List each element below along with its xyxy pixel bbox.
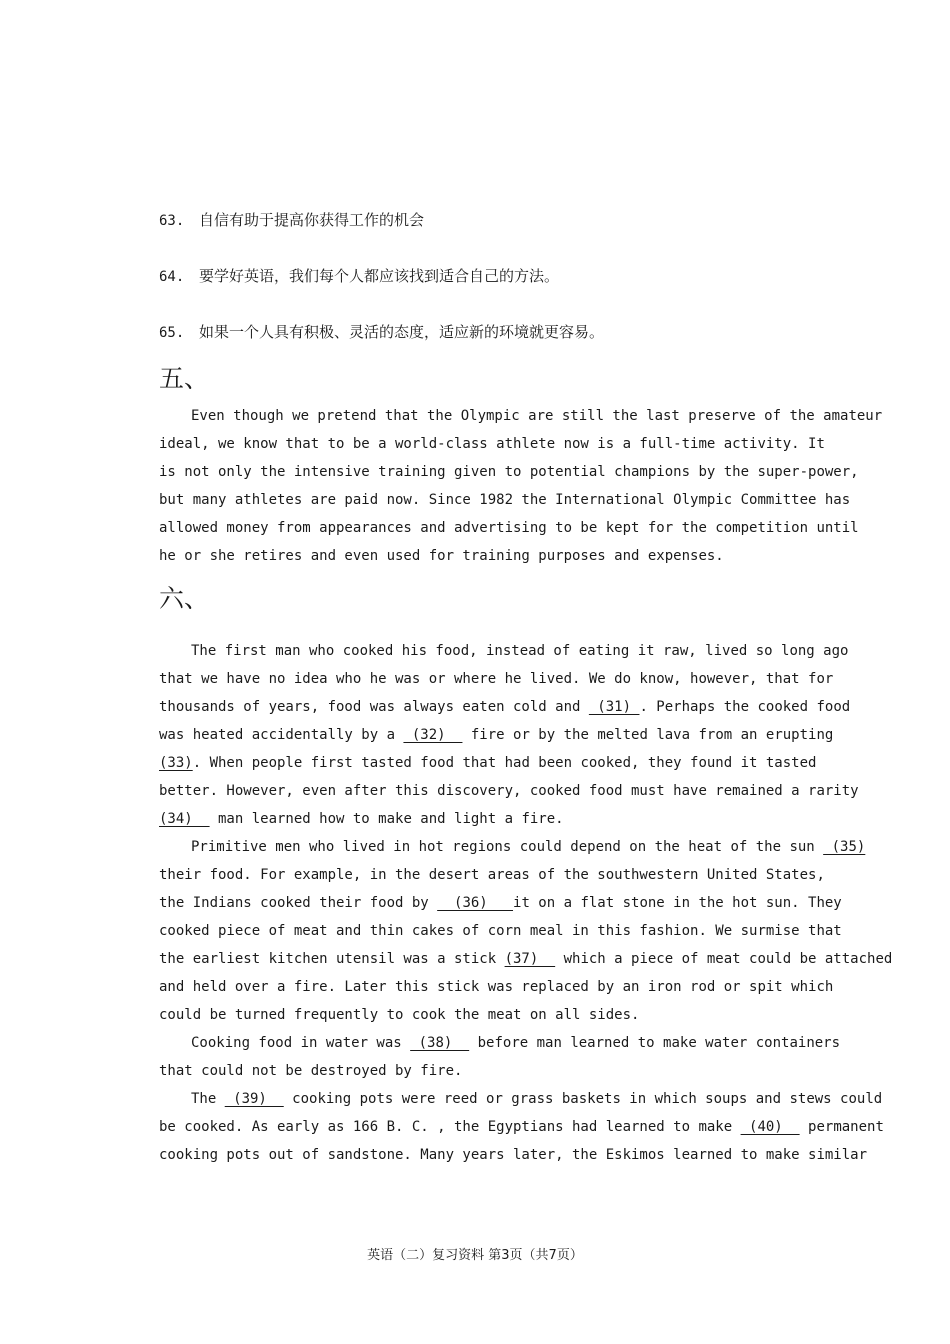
item-text: 如果一个人具有积极、灵活的态度，适应新的环境就更容易。 bbox=[199, 323, 605, 341]
text-segment: before man learned to make water containers bbox=[469, 1035, 841, 1051]
passage-line: that could not be destroyed by fire. bbox=[159, 1063, 463, 1079]
translation-item-63 bbox=[159, 210, 424, 231]
passage-line bbox=[159, 805, 791, 833]
blank-36: (36) bbox=[437, 895, 514, 911]
passage-line: that we have no idea who he was or where he lived. We do know, however, that for bbox=[159, 671, 834, 687]
passage-line: cooked piece of meat and thin cakes of corn meal in this fashion. We surmise that bbox=[159, 923, 842, 939]
passage-line: cooking pots out of sandstone. Many years later, the Eskimos learned to make similar bbox=[159, 1147, 868, 1163]
passage-line: could be turned frequently to cook the meat on all sides. bbox=[159, 1007, 640, 1023]
passage-line bbox=[159, 721, 834, 749]
text-segment: Cooking food in water was bbox=[191, 1035, 411, 1051]
passage-line: is not only the intensive training given to potential champions by the super-power, bbox=[159, 464, 859, 480]
passage-line bbox=[159, 889, 842, 917]
item-number: 65. bbox=[159, 325, 185, 341]
item-text: 要学好英语，我们每个人都应该找到适合自己的方法。 bbox=[199, 267, 560, 285]
passage-line: but many athletes are paid now. Since 1982 the International Olympic Committee has bbox=[159, 492, 851, 508]
page-footer: 英语（二）复习资料 第3页（共7页） bbox=[367, 1248, 583, 1263]
passage-line bbox=[159, 749, 817, 777]
section-5-passage bbox=[159, 402, 883, 570]
passage-line: better. However, even after this discovery, cooked food must have remained a rarity bbox=[159, 783, 859, 799]
text-segment: the Indians cooked their food by bbox=[159, 895, 438, 911]
passage-line: The first man who cooked his food, instead of eating it raw, lived so long ago bbox=[191, 643, 849, 659]
blank-33: (33) bbox=[159, 755, 193, 771]
text-segment: be cooked. As early as 166 B. C. , the Egyptians had learned to make bbox=[159, 1119, 741, 1135]
item-number: 64. bbox=[159, 269, 185, 285]
passage-line bbox=[159, 833, 866, 861]
text-segment: was heated accidentally by a bbox=[159, 727, 404, 743]
text-segment: permanent bbox=[799, 1119, 884, 1135]
text-segment: it on a flat stone in the hot sun. They bbox=[513, 895, 842, 911]
text-segment: the earliest kitchen utensil was a stick bbox=[159, 951, 505, 967]
passage-line: their food. For example, in the desert areas of the southwestern United States, bbox=[159, 867, 825, 883]
blank-40: (40) bbox=[740, 1119, 800, 1135]
blank-32: (32) bbox=[403, 727, 463, 743]
blank-37: (37) bbox=[504, 951, 556, 967]
passage-line: Even though we pretend that the Olympic are still the last preserve of the amateur bbox=[191, 408, 883, 424]
translation-item-65 bbox=[159, 322, 604, 343]
text-segment: man learned how to make and light a fire. bbox=[209, 811, 564, 827]
item-number: 63. bbox=[159, 213, 185, 229]
passage-line bbox=[159, 693, 851, 721]
passage-line: allowed money from appearances and advertising to be kept for the competition until bbox=[159, 520, 859, 536]
passage-line: he or she retires and even used for training purposes and expenses. bbox=[159, 548, 724, 564]
section-6-passage bbox=[159, 637, 893, 1169]
blank-31: (31) bbox=[588, 699, 640, 715]
text-segment: fire or by the melted lava from an erupting bbox=[462, 727, 834, 743]
text-segment: which a piece of meat could be attached bbox=[555, 951, 893, 967]
translation-item-64 bbox=[159, 266, 559, 287]
blank-34: (34) bbox=[159, 811, 210, 827]
text-segment: . Perhaps the cooked food bbox=[639, 699, 851, 715]
blank-38: (38) bbox=[410, 1035, 470, 1051]
blank-35: (35) bbox=[823, 839, 866, 855]
blank-39: (39) bbox=[224, 1091, 284, 1107]
passage-line bbox=[159, 1029, 841, 1057]
passage-line bbox=[159, 945, 893, 973]
item-text: 自信有助于提高你获得工作的机会 bbox=[199, 211, 425, 229]
passage-line: and held over a fire. Later this stick was replaced by an iron rod or spit which bbox=[159, 979, 834, 995]
passage-line bbox=[159, 1113, 884, 1141]
section-6-heading: 六、 bbox=[159, 584, 210, 613]
text-segment: . When people first tasted food that had been cooked, they found it tasted bbox=[192, 755, 817, 771]
section-5-heading: 五、 bbox=[159, 364, 210, 393]
passage-line: ideal, we know that to be a world-class athlete now is a full-time activity. It bbox=[159, 436, 825, 452]
text-segment: The bbox=[191, 1091, 225, 1107]
text-segment: thousands of years, food was always eaten cold and bbox=[159, 699, 589, 715]
text-segment: cooking pots were reed or grass baskets in which soups and stews could bbox=[283, 1091, 883, 1107]
text-segment: Primitive men who lived in hot regions could depend on the heat of the sun bbox=[191, 839, 824, 855]
passage-line bbox=[159, 1085, 883, 1113]
